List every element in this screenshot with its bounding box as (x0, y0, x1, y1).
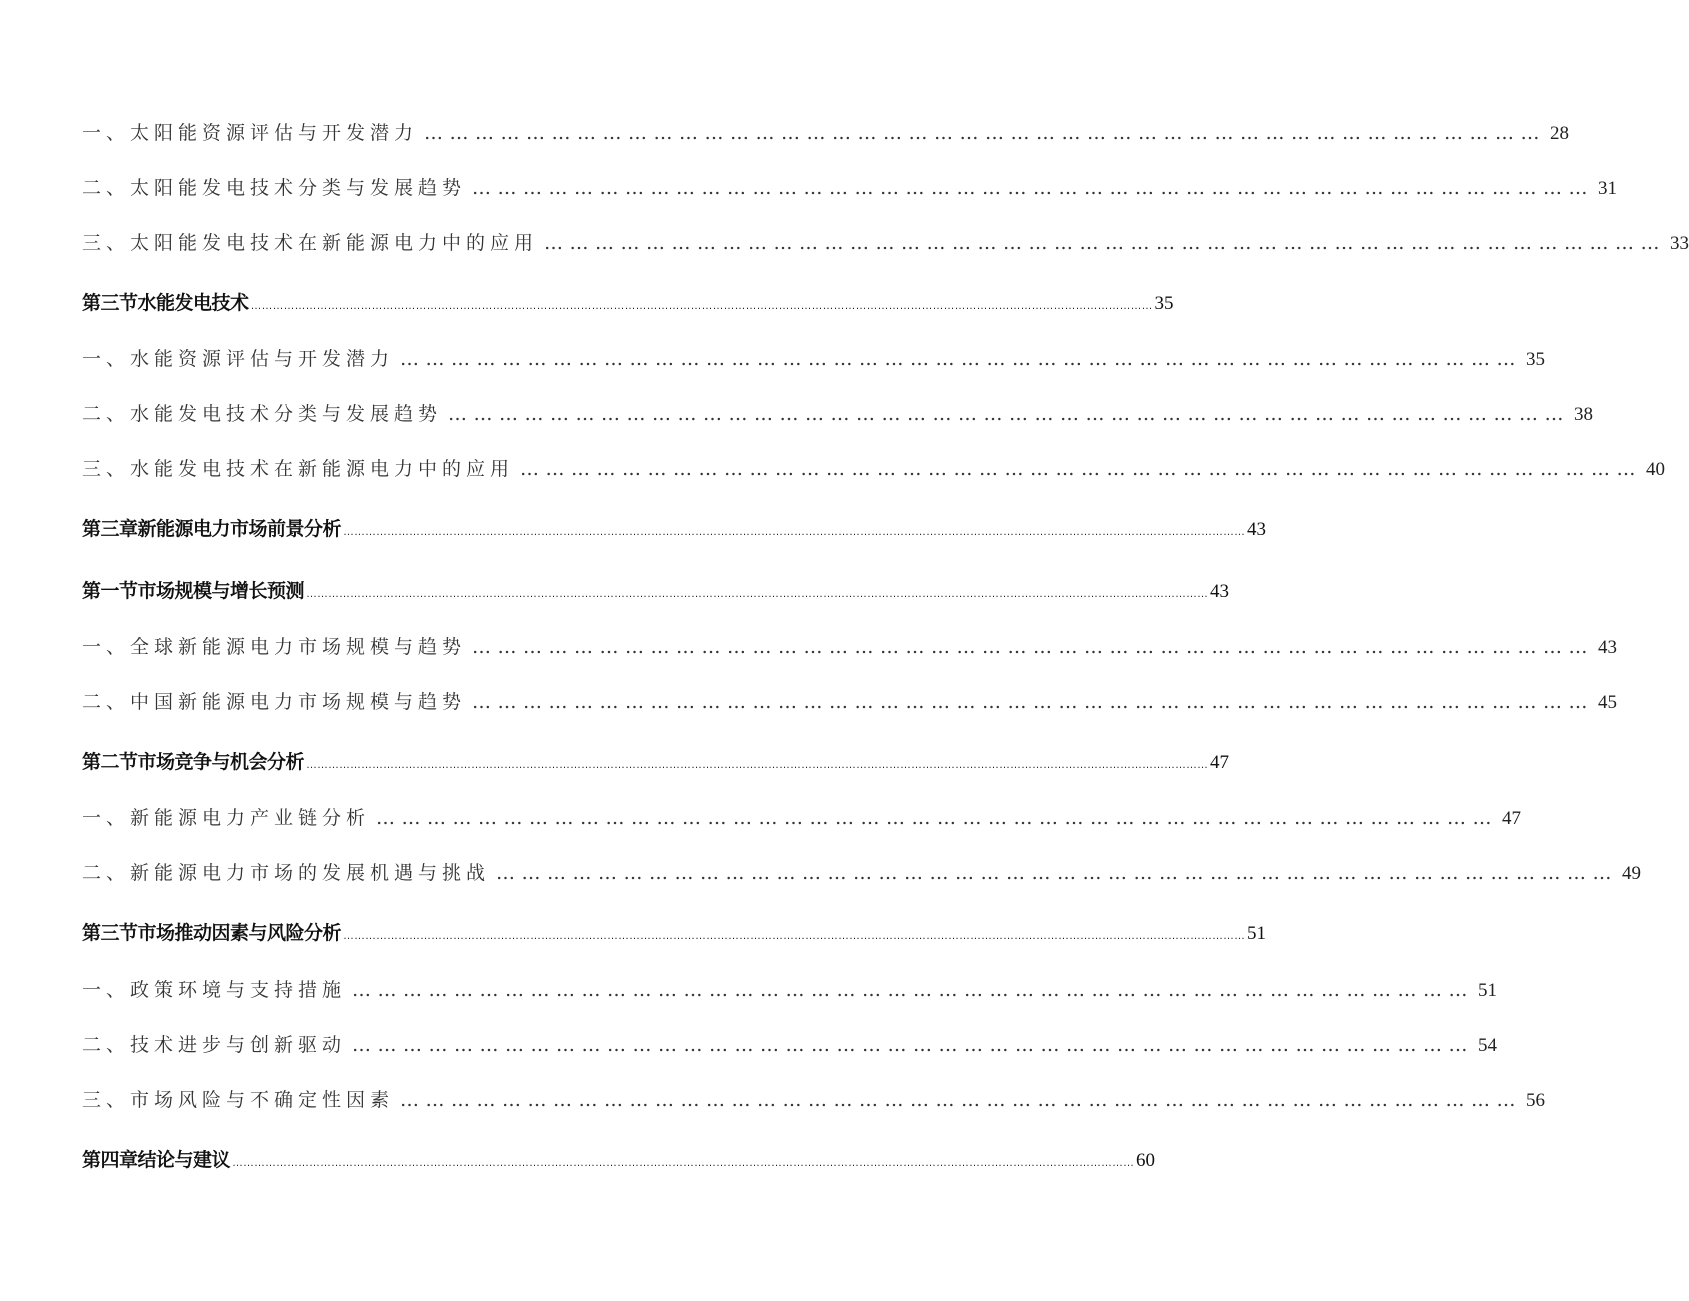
toc-entry-title: 二、新能源电力市场的发展机遇与挑战 (82, 862, 491, 884)
toc-chapter-heading[interactable] (82, 1145, 1156, 1172)
toc-entry[interactable] (82, 454, 1666, 481)
toc-entry[interactable] (82, 632, 1618, 659)
dot-leader: …………………………………………………………………………………………………………………… (352, 1034, 1475, 1056)
toc-entry-page: 35 (1526, 349, 1546, 370)
toc-chapter-heading[interactable] (82, 514, 1267, 541)
dot-leader: …………………………………………………………………………………………………………………… (496, 862, 1619, 884)
dot-leader: …………………………………………………………………………………………………………………… (520, 458, 1643, 480)
dot-leader: ………………………………………………………………………………………………………………………………………………………………………………………………………………………… (250, 300, 1153, 312)
toc-entry-page: 28 (1550, 123, 1570, 144)
toc-section-heading[interactable] (82, 288, 1174, 315)
toc-entry-title: 第三节水能发电技术 (82, 292, 249, 314)
dot-leader: ………………………………………………………………………………………………………………………………………………………………………………………………………………………… (306, 588, 1209, 600)
toc-entry[interactable] (82, 228, 1689, 255)
toc-entry-page: 31 (1598, 178, 1618, 199)
dot-leader: …………………………………………………………………………………………………………………… (400, 1089, 1523, 1111)
toc-entry-title: 三、市场风险与不确定性因素 (82, 1089, 395, 1111)
toc-entry-title: 三、水能发电技术在新能源电力中的应用 (82, 458, 515, 480)
toc-entry-title: 一、新能源电力产业链分析 (82, 807, 371, 829)
toc-entry-title: 第三章新能源电力市场前景分析 (82, 518, 342, 540)
toc-entry[interactable] (82, 858, 1642, 885)
dot-leader: …………………………………………………………………………………………………………………… (472, 691, 1595, 713)
toc-entry-title: 一、政策环境与支持措施 (82, 979, 347, 1001)
toc-entry-title: 三、太阳能发电技术在新能源电力中的应用 (82, 232, 539, 254)
dot-leader: …………………………………………………………………………………………………………………… (424, 122, 1547, 144)
toc-entry-page: 43 (1598, 637, 1618, 658)
toc-entry[interactable] (82, 344, 1546, 371)
toc-entry[interactable] (82, 1085, 1546, 1112)
toc-entry-page: 43 (1210, 581, 1230, 602)
toc-entry-title: 第三节市场推动因素与风险分析 (82, 922, 342, 944)
toc-entry-page: 51 (1478, 980, 1498, 1001)
toc-entry-page: 54 (1478, 1035, 1498, 1056)
toc-entry-page: 38 (1574, 404, 1594, 425)
toc-entry-title: 二、中国新能源电力市场规模与趋势 (82, 691, 467, 713)
toc-entry-page: 47 (1210, 752, 1230, 773)
toc-entry-page: 33 (1670, 233, 1689, 254)
toc-entry-page: 45 (1598, 692, 1618, 713)
toc-entry-title: 第二节市场竞争与机会分析 (82, 751, 305, 773)
dot-leader: ………………………………………………………………………………………………………………………………………………………………………………………………………………………… (232, 1157, 1135, 1169)
toc-entry-page: 47 (1502, 808, 1522, 829)
toc-entry-page: 60 (1136, 1150, 1156, 1171)
toc-entry-title: 一、水能资源评估与开发潜力 (82, 348, 395, 370)
toc-entry-page: 43 (1247, 519, 1267, 540)
toc-entry[interactable] (82, 173, 1618, 200)
toc-entry-title: 二、太阳能发电技术分类与发展趋势 (82, 177, 467, 199)
dot-leader: …………………………………………………………………………………………………………………… (472, 177, 1595, 199)
toc-entry-page: 49 (1622, 863, 1642, 884)
dot-leader: ………………………………………………………………………………………………………………………………………………………………………………………………………………………… (343, 930, 1246, 942)
toc-entry-title: 第四章结论与建议 (82, 1149, 231, 1171)
toc-entry[interactable] (82, 399, 1594, 426)
dot-leader: ………………………………………………………………………………………………………………………………………………………………………………………………………………………… (306, 759, 1209, 771)
toc-entry[interactable] (82, 687, 1618, 714)
dot-leader: …………………………………………………………………………………………………………………… (400, 348, 1523, 370)
toc-entry[interactable] (82, 1030, 1498, 1057)
toc-entry-title: 一、全球新能源电力市场规模与趋势 (82, 636, 467, 658)
toc-entry-title: 二、技术进步与创新驱动 (82, 1034, 347, 1056)
toc-entry-page: 56 (1526, 1090, 1546, 1111)
dot-leader: …………………………………………………………………………………………………………………… (544, 232, 1667, 254)
toc-entry[interactable] (82, 803, 1522, 830)
toc-entry-page: 40 (1646, 459, 1666, 480)
toc-entry-title: 第一节市场规模与增长预测 (82, 580, 305, 602)
toc-entry-title: 二、水能发电技术分类与发展趋势 (82, 403, 443, 425)
toc-section-heading[interactable] (82, 918, 1267, 945)
toc-entry[interactable] (82, 975, 1498, 1002)
toc-section-heading[interactable] (82, 576, 1230, 603)
dot-leader: ………………………………………………………………………………………………………………………………………………………………………………………………………………………… (343, 526, 1246, 538)
dot-leader: …………………………………………………………………………………………………………………… (448, 403, 1571, 425)
toc-section-heading[interactable] (82, 747, 1230, 774)
toc-entry-title: 一、太阳能资源评估与开发潜力 (82, 122, 419, 144)
toc-entry-page: 51 (1247, 923, 1267, 944)
dot-leader: …………………………………………………………………………………………………………………… (352, 979, 1475, 1001)
dot-leader: …………………………………………………………………………………………………………………… (376, 807, 1499, 829)
toc-entry-page: 35 (1154, 293, 1174, 314)
toc-entry[interactable] (82, 118, 1570, 145)
dot-leader: …………………………………………………………………………………………………………………… (472, 636, 1595, 658)
